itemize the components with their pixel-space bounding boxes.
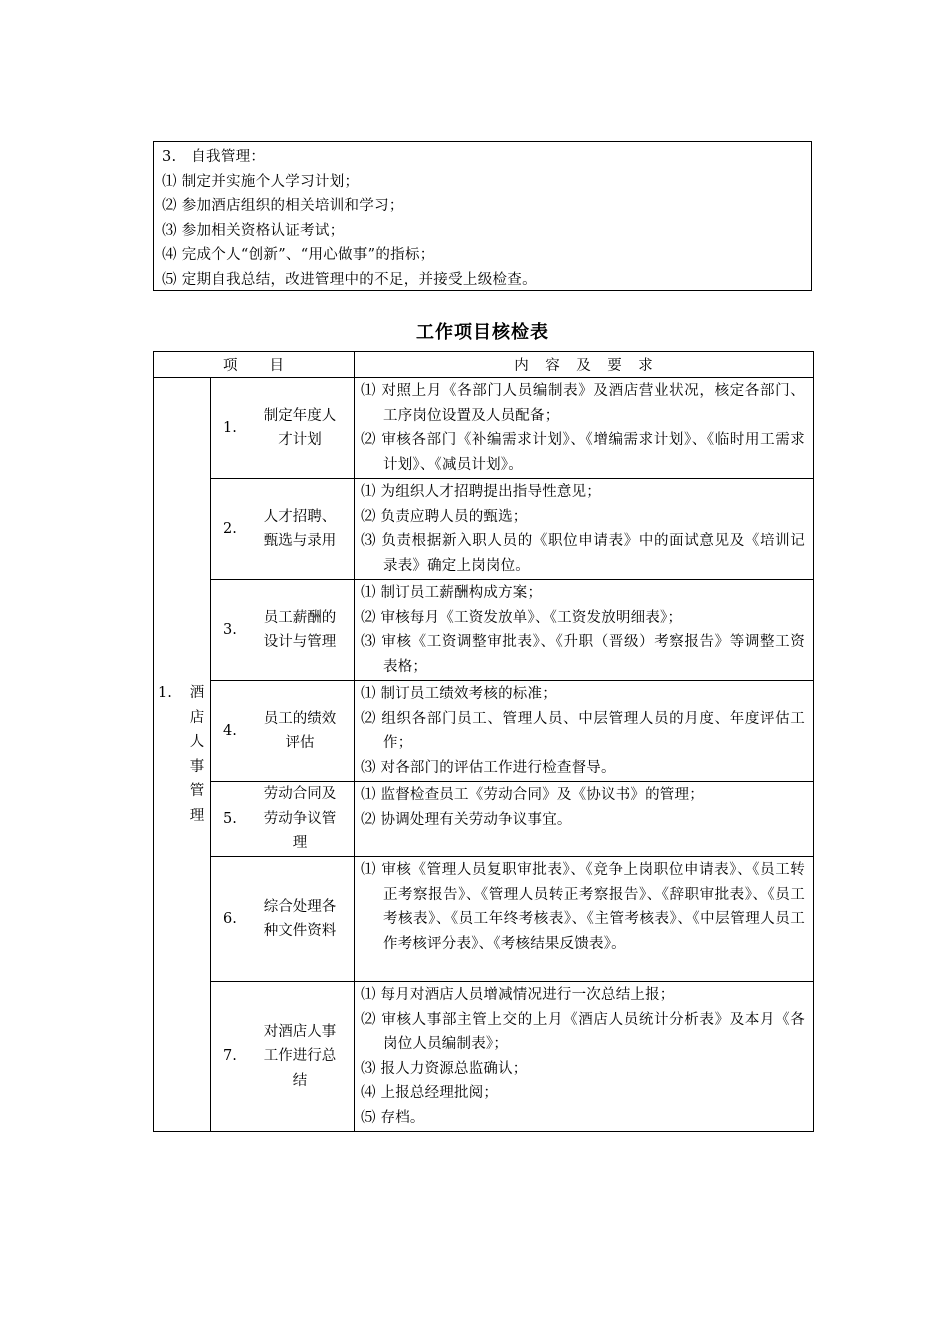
requirement: ⑴ 审核《管理人员复职审批表》、《竞争上岗职位申请表》、《员工转正考察报告》、《管理人员转正考察报告》、《辞职审批表》、《员工考核表》、《员工年终考核表》、《主管考核表》、《中层管理人员工作考核评分表》、《考核结果反馈表》。: [361, 862, 805, 952]
item-cell: [211, 681, 355, 782]
requirement: ⑵ 审核每月《工资发放单》、《工资发放明细表》；: [361, 609, 683, 626]
category-number: 1.: [158, 685, 172, 701]
table-row: [154, 681, 814, 782]
item-name: 制定年度人才计划: [263, 407, 337, 448]
header-content: [355, 352, 814, 378]
item-name: 劳动合同及劳动争议管理: [263, 786, 337, 852]
requirements-cell: [355, 378, 814, 479]
table-row: [154, 580, 814, 681]
item-name: 员工薪酬的设计与管理: [263, 609, 337, 650]
header-project-label: 项 目: [223, 358, 285, 374]
category-cell: [154, 378, 211, 1132]
header-content-label: 内 容 及 要 求: [514, 358, 654, 374]
requirement: ⑵ 审核各部门《补编需求计划》、《增编需求计划》、《临时用工需求计划》、《减员计划》。: [361, 432, 805, 473]
requirement: ⑵ 负责应聘人员的甄选；: [361, 508, 528, 525]
item-number: 2.: [223, 520, 237, 537]
requirement: ⑵ 审核人事部主管上交的上月《酒店人员统计分析表》及本月《各岗位人员编制表》；: [361, 1011, 805, 1052]
table-row: [154, 378, 814, 479]
table-header-row: [154, 352, 814, 378]
work-item-check-table: [153, 351, 814, 1132]
item-cell: [211, 782, 355, 857]
item-cell: [211, 378, 355, 479]
requirement: ⑵ 组织各部门员工、管理人员、中层管理人员的月度、年度评估工作；: [361, 710, 805, 751]
requirement: ⑶ 对各部门的评估工作进行检查督导。: [361, 759, 616, 776]
self-management-heading: 3. 自我管理：: [162, 149, 266, 165]
self-management-item: ⑸ 定期自我总结，改进管理中的不足，并接受上级检查。: [162, 271, 537, 288]
requirements-cell: [355, 580, 814, 681]
item-cell: [211, 580, 355, 681]
requirement: ⑴ 对照上月《各部门人员编制表》及酒店营业状况，核定各部门、工序岗位设置及人员配备；: [361, 383, 805, 424]
table-title: 工作项目核检表: [416, 322, 549, 343]
item-name: 对酒店人事工作进行总结: [263, 1023, 337, 1089]
table-row: [154, 982, 814, 1132]
item-number: 4.: [223, 722, 237, 739]
requirements-cell: [355, 782, 814, 857]
requirement: ⑸ 存档。: [361, 1109, 425, 1126]
requirements-cell: [355, 681, 814, 782]
item-number: 1.: [223, 419, 237, 436]
item-cell: [211, 479, 355, 580]
self-management-item: ⑷ 完成个人“创新”、“用心做事”的指标；: [162, 247, 435, 263]
header-project: [154, 352, 355, 378]
requirement: ⑴ 制订员工薪酬构成方案；: [361, 585, 543, 601]
requirement: ⑴ 制订员工绩效考核的标准；: [361, 686, 557, 702]
requirement: ⑴ 为组织人才招聘提出指导性意见；: [361, 484, 602, 500]
item-name: 人才招聘、甄选与录用: [263, 508, 337, 549]
self-management-item: ⑶ 参加相关资格认证考试；: [162, 222, 345, 239]
requirement: ⑴ 监督检查员工《劳动合同》及《协议书》的管理；: [361, 787, 704, 803]
requirements-cell: [355, 982, 814, 1132]
self-management-item: ⑴ 制定并实施个人学习计划；: [162, 173, 360, 190]
table-row: [154, 479, 814, 580]
item-cell: [211, 982, 355, 1132]
requirement: ⑶ 负责根据新入职人员的《职位申请表》中的面试意见及《培训记录表》确定上岗岗位。: [361, 533, 805, 574]
table-row: [154, 782, 814, 857]
table-row: [154, 857, 814, 982]
item-number: 6.: [223, 910, 237, 927]
requirements-cell: [355, 857, 814, 982]
item-number: 5.: [223, 810, 237, 827]
item-number: 7.: [223, 1048, 237, 1065]
requirement: ⑵ 协调处理有关劳动争议事宜。: [361, 811, 572, 828]
item-name: 员工的绩效评估: [263, 710, 337, 751]
requirement: ⑶ 报人力资源总监确认；: [361, 1060, 528, 1077]
requirement: ⑴ 每月对酒店人员增减情况进行一次总结上报；: [361, 987, 675, 1003]
self-management-box: [153, 141, 812, 291]
requirements-cell: [355, 479, 814, 580]
requirement: ⑶ 审核《工资调整审批表》、《升职（晋级）考察报告》等调整工资表格；: [361, 634, 805, 675]
category-name: 酒店人事管理: [189, 685, 205, 824]
item-cell: [211, 857, 355, 982]
item-number: 3.: [223, 621, 237, 638]
self-management-item: ⑵ 参加酒店组织的相关培训和学习；: [162, 198, 404, 214]
requirement: ⑷ 上报总经理批阅；: [361, 1085, 499, 1101]
item-name: 综合处理各种文件资料: [263, 898, 337, 939]
